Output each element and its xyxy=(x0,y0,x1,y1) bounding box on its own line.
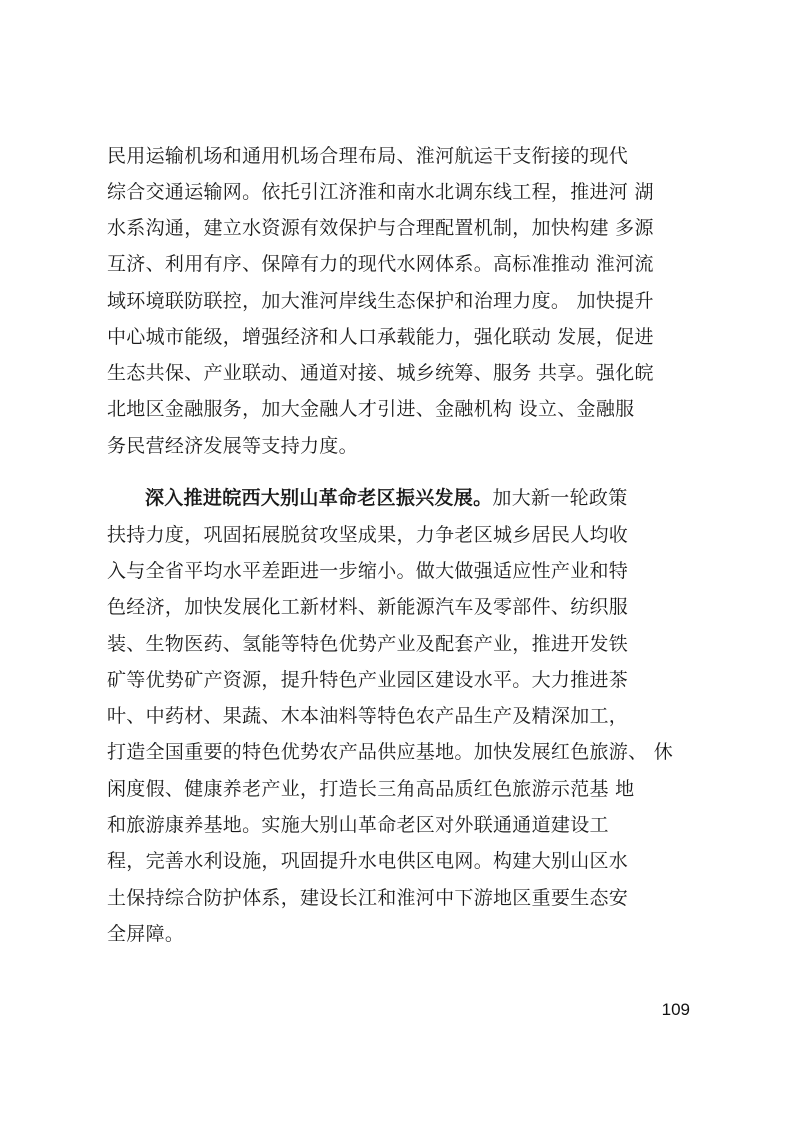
paragraph-2-line-3: 入与全省平均水平差距进一步缩小。做大做强适应性产业和特 xyxy=(107,560,629,582)
body-line-5: 域环境联防联控，加大淮河岸线生态保护和治理力度。 加快提升 xyxy=(107,290,654,312)
body-line-4: 互济、利用有序、保障有力的现代水网体系。高标准推动 淮河流 xyxy=(107,253,654,275)
page-number: 109 xyxy=(661,1000,690,1019)
paragraph-2-line-2: 扶持力度，巩固拓展脱贫攻坚成果，力争老区城乡居民人均收 xyxy=(107,524,629,546)
paragraph-2-line-12: 土保持综合防护体系，建设长江和淮河中下游地区重要生态安 xyxy=(107,887,629,909)
paragraph-2-line-9: 闲度假、健康养老产业，打造长三角高品质红色旅游示范基 地 xyxy=(107,778,635,800)
body-line-2: 综合交通运输网。依托引江济淮和南水北调东线工程，推进河 湖 xyxy=(107,181,654,203)
body-line-7: 生态共保、产业联动、通道对接、城乡统筹、服务 共享。强化皖 xyxy=(107,362,654,384)
body-line-9: 务民营经济发展等支持力度。 xyxy=(107,435,358,457)
paragraph-heading: 深入推进皖西大别山革命老区振兴发展。 xyxy=(145,487,493,509)
paragraph-2-line-8: 打造全国重要的特色优势农产品供应基地。加快发展红色旅游、 休 xyxy=(107,741,674,763)
paragraph-2-line-11: 程，完善水利设施，巩固提升水电供区电网。构建大别山区水 xyxy=(107,850,629,872)
paragraph-2-line-4: 色经济，加快发展化工新材料、新能源汽车及零部件、纺织服 xyxy=(107,596,629,618)
paragraph-2-line-6: 矿等优势矿产资源，提升特色产业园区建设水平。大力推进茶 xyxy=(107,669,629,691)
paragraph-2-line-7: 叶、中药材、果蔬、木本油料等特色农产品生产及精深加工， xyxy=(107,705,629,727)
body-line-6: 中心城市能级，增强经济和人口承载能力，强化联动 发展，促进 xyxy=(107,326,654,348)
body-line-8: 北地区金融服务，加大金融人才引进、金融机构 设立、金融服 xyxy=(107,398,635,420)
body-line-1: 民用运输机场和通用机场合理布局、淮河航运干支衔接的现代 xyxy=(107,145,629,167)
paragraph-2-first-line-text: 加大新一轮政策 xyxy=(492,487,628,509)
paragraph-2-line-13: 全屏障。 xyxy=(107,923,185,945)
paragraph-2-first-line xyxy=(145,480,705,516)
body-line-3: 水系沟通，建立水资源有效保护与合理配置机制，加快构建 多源 xyxy=(107,217,654,239)
paragraph-2-line-10: 和旅游康养基地。实施大别山革命老区对外联通通道建设工 xyxy=(107,814,609,836)
paragraph-2-line-5: 装、生物医药、氢能等特色优势产业及配套产业，推进开发铁 xyxy=(107,633,629,655)
